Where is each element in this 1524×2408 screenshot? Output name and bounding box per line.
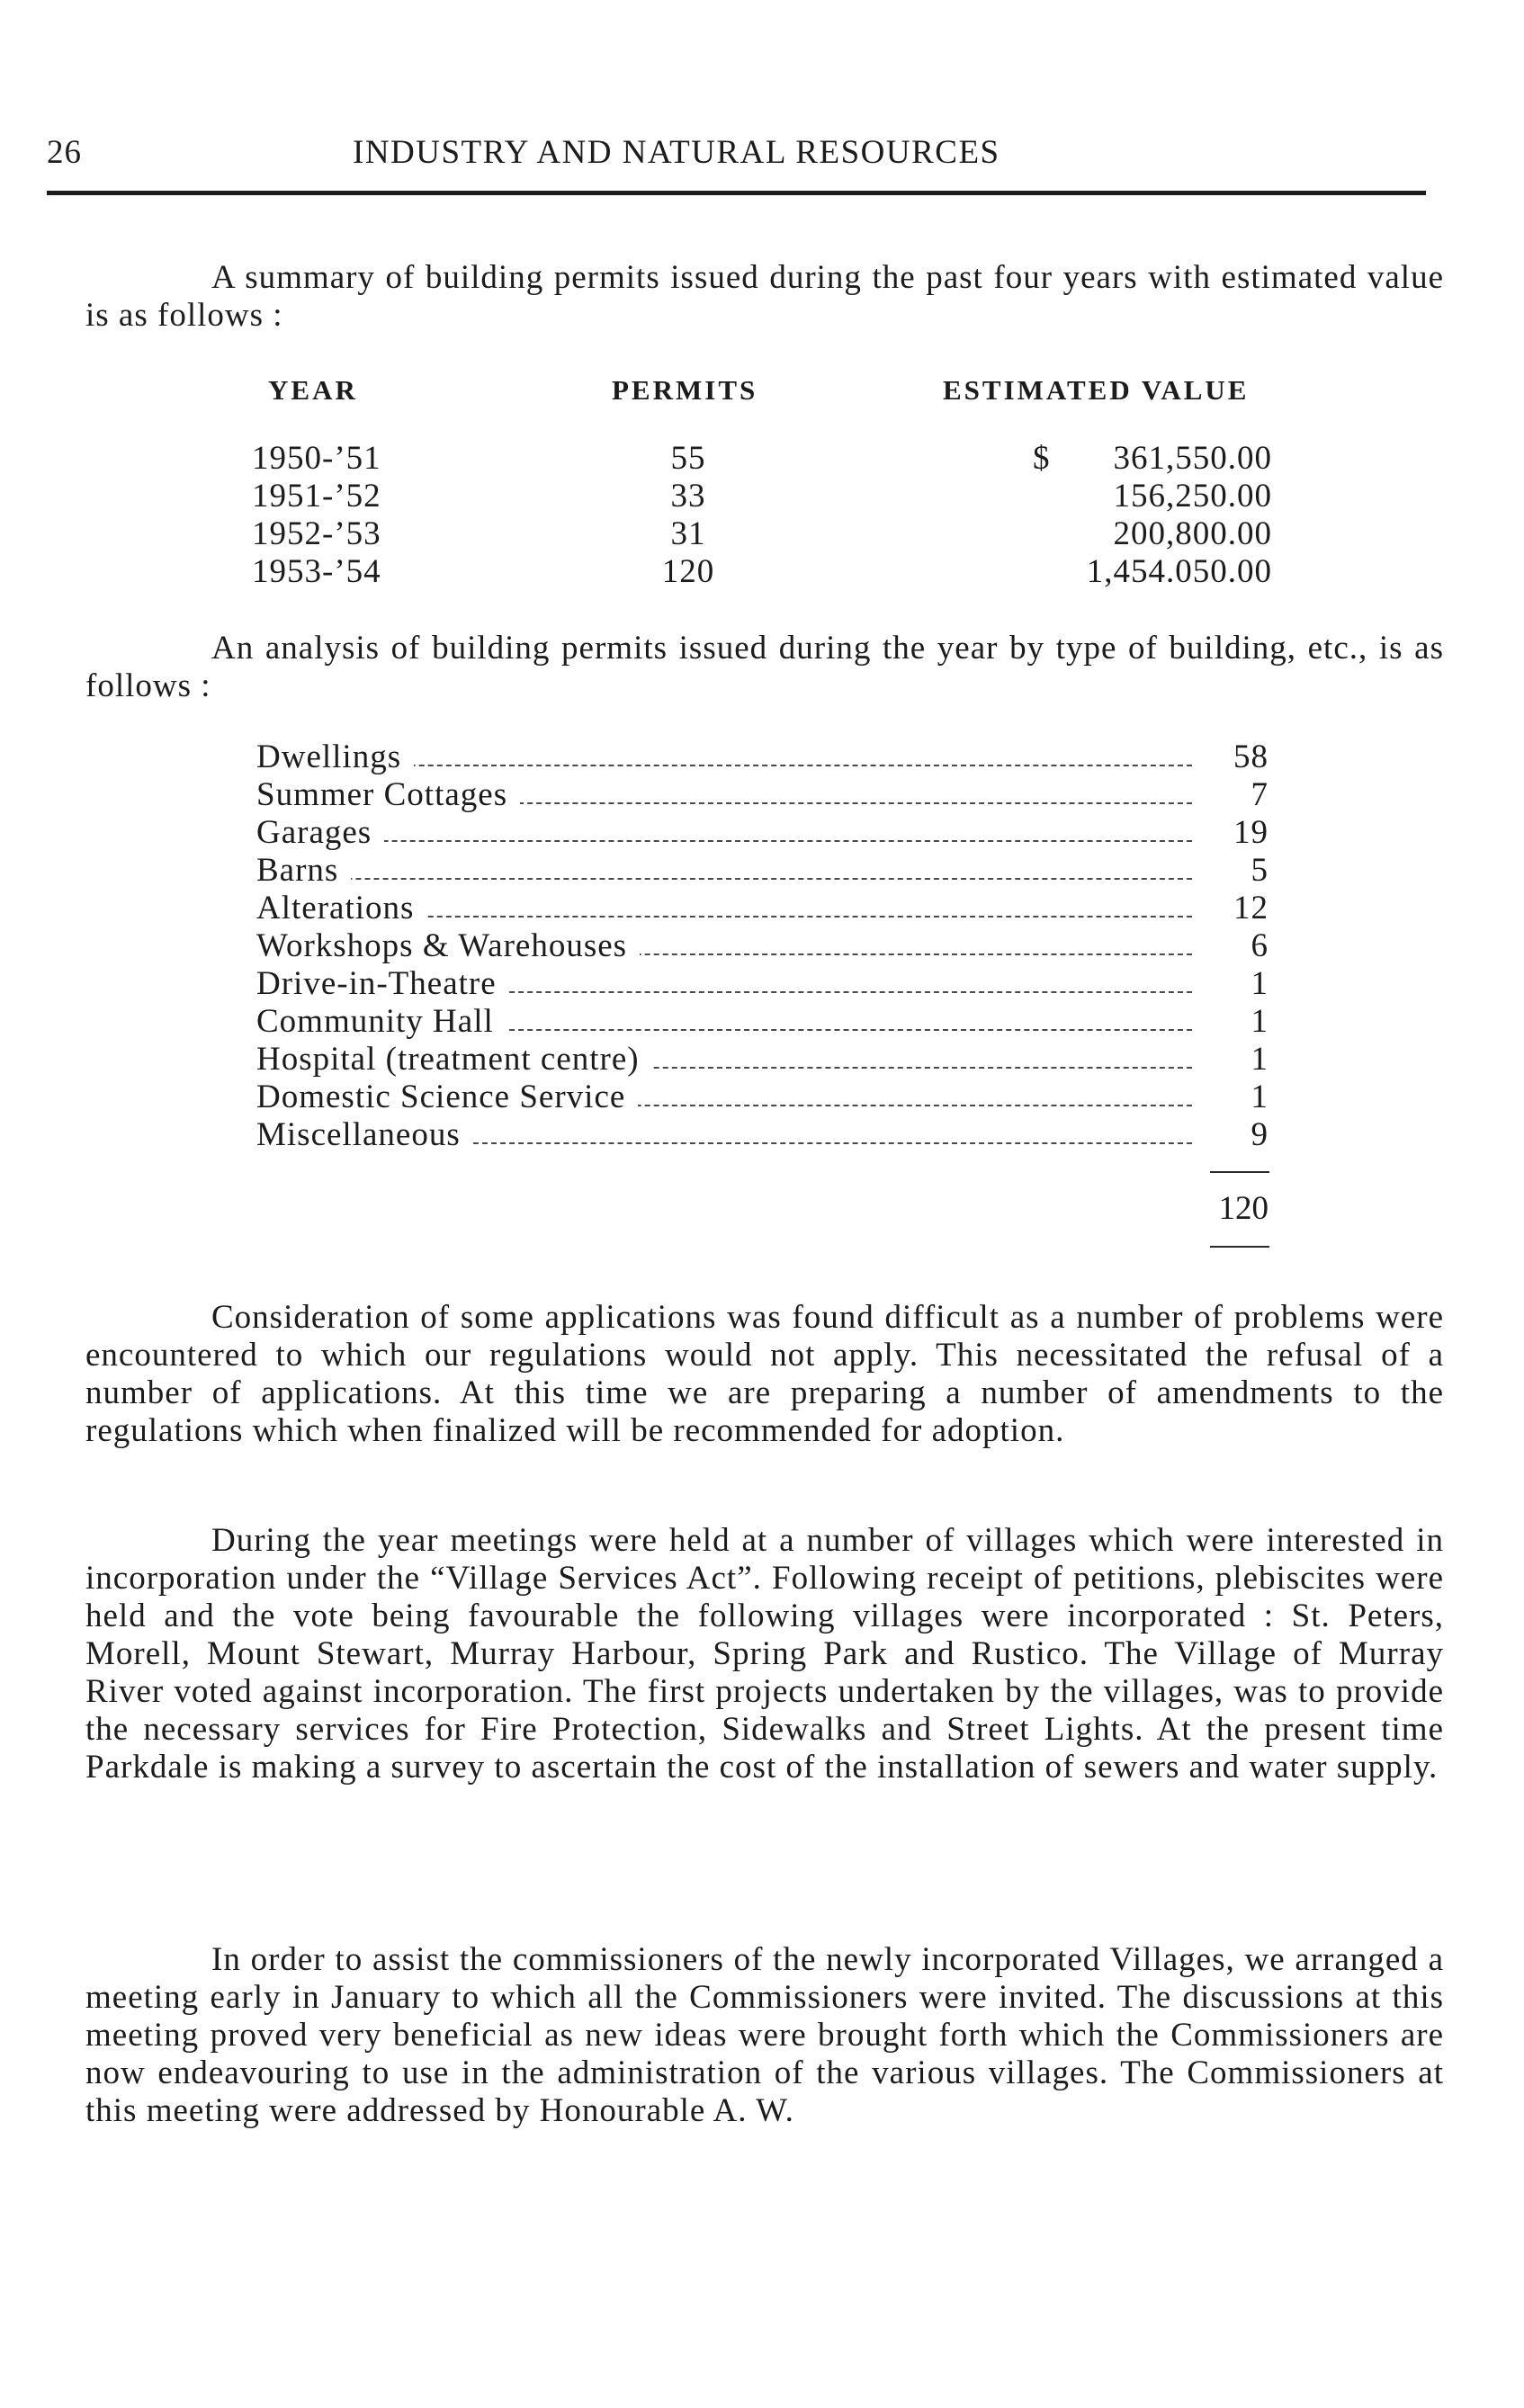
total-rule-bottom <box>1210 1246 1269 1248</box>
page-number: 26 <box>47 134 82 171</box>
table-row: 1952-’53 31 200,800.00 <box>252 515 1272 552</box>
type-total: 120 <box>1218 1190 1269 1227</box>
list-item: Garages 19 <box>256 814 1269 851</box>
list-item: Domestic Science Service 1 <box>256 1079 1269 1115</box>
leader-line <box>256 840 1192 842</box>
list-item: Community Hall 1 <box>256 1003 1269 1040</box>
paragraph-commissioners: In order to assist the commissioners of the newly incorporated Villages, we arranged a meeting early in January to which all the Commissioners were invited. The discussions at this meeting proved very beneficial as new ideas were brought forth which the Commissioners are now endeavouring to use in the administration of the various villages. The Commissioners at this meeting were addressed by Honourable A. W. <box>85 1941 1444 2129</box>
paragraph-consideration: Consideration of some applications was found difficult as a number of problems were encountered to which our regulations would not apply. This necessitated the refusal of a number of applications. At this time we are preparing a number of amendments to the regulations which when finalized will be recommended for adoption. <box>85 1299 1444 1449</box>
analysis-intro: An analysis of building permits issued during the year by type of building, etc., is as follows : <box>85 630 1444 704</box>
paragraph-villages: During the year meetings were held at a number of villages which were interested in incorporation under the “Village Services Act”. Following receipt of petitions, plebiscites were held and the vote being favourable the following villages were incorporated : St. Peters, Morell, Mount Stewart, Murray Harbour, Spring Park and Rustico. The Village of Murray River voted against incorporation. The first projects undertaken by the villages, was to provide the necessary services for Fire Protection, Sidewalks and Street Lights. At the present time Parkdale is making a survey to ascertain the cost of the installation of sewers and water supply. <box>85 1522 1444 1786</box>
list-item: Hospital (treatment centre) 1 <box>256 1041 1269 1078</box>
list-item: Drive-in-Theatre 1 <box>256 965 1269 1002</box>
table-row: 1951-’52 33 156,250.00 <box>252 478 1272 515</box>
list-item: Barns 5 <box>256 852 1269 889</box>
table-row: 1953-’54 120 1,454.050.00 <box>252 553 1272 590</box>
year-header: YEAR <box>268 374 358 406</box>
running-title: INDUSTRY AND NATURAL RESOURCES <box>353 134 1000 171</box>
table-row: 1950-’51 55 $ 361,550.00 <box>252 440 1272 477</box>
list-item: Dwellings 58 <box>256 739 1269 775</box>
list-item: Summer Cottages 7 <box>256 776 1269 813</box>
value-header: ESTIMATED VALUE <box>943 374 1250 406</box>
list-item: Miscellaneous 9 <box>256 1116 1269 1153</box>
header-rule <box>47 191 1426 195</box>
list-item: Alterations 12 <box>256 890 1269 926</box>
total-rule-top <box>1210 1171 1269 1173</box>
currency-symbol: $ <box>1033 440 1051 477</box>
summary-intro: A summary of building permits issued during the past four years with estimated value is as follows : <box>85 259 1444 334</box>
permits-header: PERMITS <box>612 374 758 406</box>
list-item: Workshops & Warehouses 6 <box>256 927 1269 964</box>
leader-line <box>256 878 1192 880</box>
